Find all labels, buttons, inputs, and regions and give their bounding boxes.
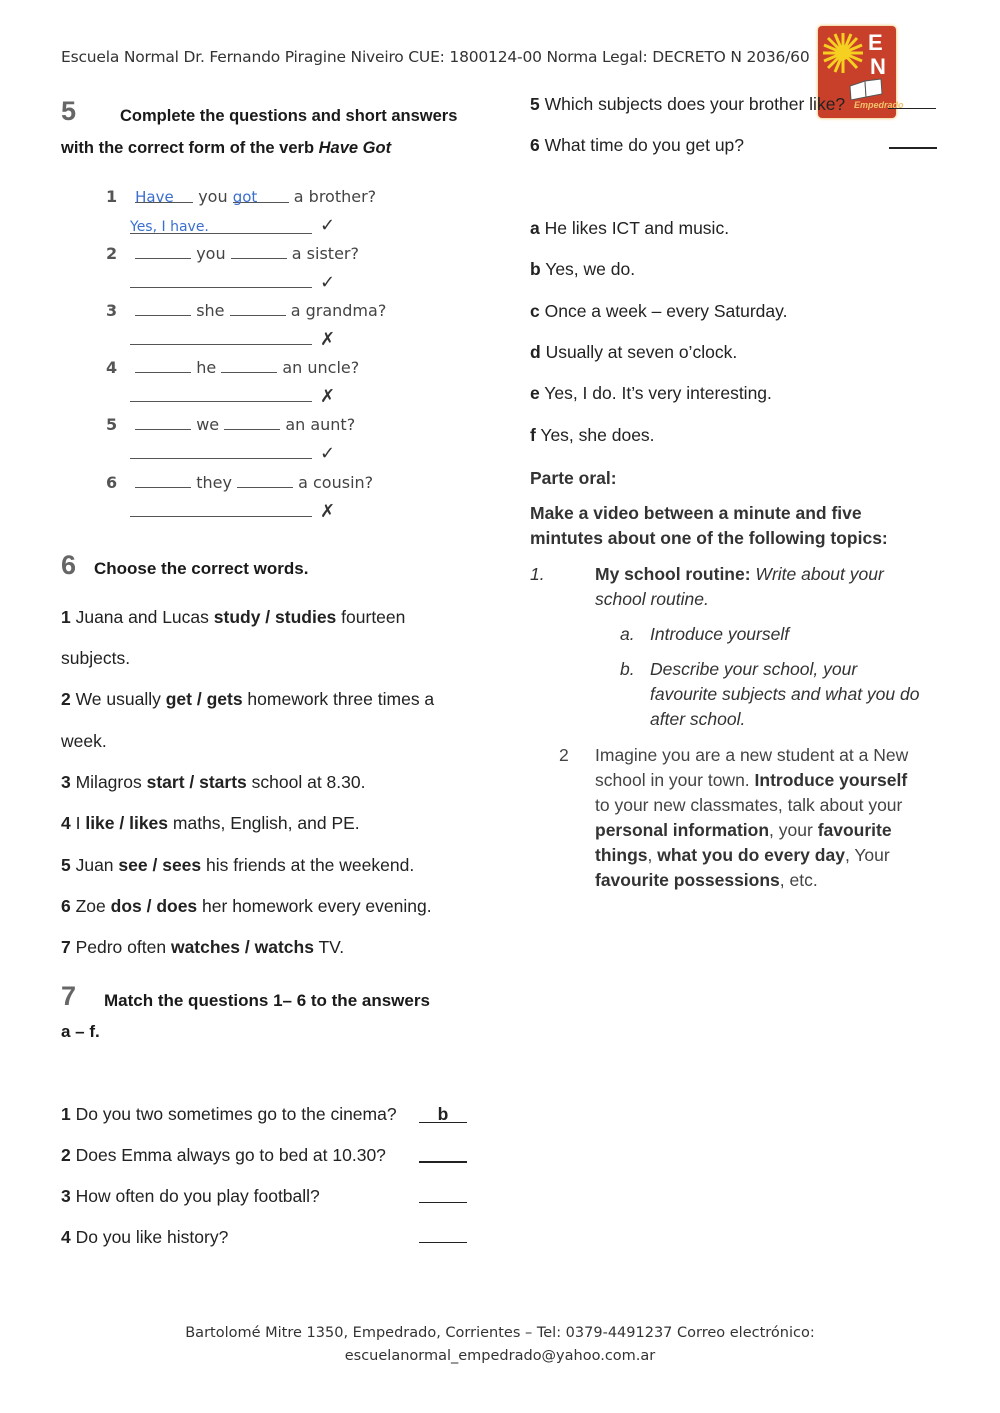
answer-letter: c bbox=[530, 301, 540, 321]
ex7-question-2 bbox=[61, 1145, 386, 1166]
object: a sister? bbox=[291, 244, 359, 263]
subject: we bbox=[196, 415, 220, 434]
object: an aunt? bbox=[285, 415, 356, 434]
blank-1[interactable] bbox=[135, 358, 191, 373]
topic-2-line1: Imagine you are a new student at a New bbox=[595, 745, 909, 765]
item-number: 3 bbox=[61, 1186, 71, 1206]
open-book-icon bbox=[848, 78, 884, 100]
answer-text: Yes, I do. It’s very interesting. bbox=[539, 383, 772, 403]
item-number: 4 bbox=[106, 358, 118, 377]
ex7-question-3 bbox=[61, 1186, 320, 1207]
topic-2-line4 bbox=[595, 820, 892, 841]
ex5-question-1 bbox=[106, 187, 376, 206]
question-text: Do you two sometimes go to the cinema? bbox=[70, 1104, 397, 1124]
item-text: We usually bbox=[70, 689, 166, 709]
item-text: I bbox=[70, 813, 86, 833]
blank-1[interactable] bbox=[135, 473, 191, 488]
object: a grandma? bbox=[290, 301, 387, 320]
ex5-answer-2 bbox=[130, 272, 335, 293]
item-number: 4 bbox=[61, 813, 71, 833]
item-number: 5 bbox=[61, 855, 71, 875]
item-text: Zoe bbox=[70, 896, 111, 916]
ex5-answer-4 bbox=[130, 386, 335, 407]
exercise-7-title-cont: a – f. bbox=[61, 1022, 100, 1041]
subject: they bbox=[196, 473, 232, 492]
check-icon: ✓ bbox=[320, 272, 336, 293]
subitem-a-letter: a. bbox=[620, 624, 635, 644]
cross-icon: ✗ bbox=[320, 329, 336, 350]
item-number: 3 bbox=[106, 301, 118, 320]
text: , bbox=[647, 845, 658, 865]
ex5-question-2 bbox=[106, 244, 359, 263]
answer-text: He likes ICT and music. bbox=[539, 218, 730, 238]
ex7-answer-f bbox=[530, 425, 655, 446]
ex5-answer-6 bbox=[130, 501, 335, 522]
subitem-a-text: Introduce yourself bbox=[650, 624, 790, 644]
exercise-5-subtitle bbox=[61, 139, 391, 158]
exercise-7-title: Match the questions 1– 6 to the answers bbox=[104, 991, 430, 1010]
footer-address: Bartolomé Mitre 1350, Empedrado, Corrientes – Tel: 0379-4491237 Correo electrónico: bbox=[185, 1325, 815, 1341]
ex5-question-3 bbox=[106, 301, 386, 320]
item-number: 1 bbox=[61, 1104, 71, 1124]
subject: you bbox=[196, 244, 226, 263]
answer-blank[interactable] bbox=[130, 444, 312, 459]
cross-icon: ✗ bbox=[320, 501, 336, 522]
item-number: 2 bbox=[61, 1145, 71, 1165]
subitem-b-line1: Describe your school, your bbox=[650, 659, 858, 679]
ex5-question-4 bbox=[106, 358, 359, 377]
answer-blank[interactable] bbox=[130, 502, 312, 517]
object: a cousin? bbox=[298, 473, 374, 492]
school-header: Escuela Normal Dr. Fernando Piragine Niveiro CUE: 1800124-00 Norma Legal: DECRETO N 2036/60 bbox=[61, 48, 810, 66]
ex7-question-6 bbox=[530, 135, 744, 156]
ex7-question-4 bbox=[61, 1227, 228, 1248]
object: a brother? bbox=[293, 187, 377, 206]
logo-tagline: Empedrado bbox=[854, 100, 904, 110]
ex6-item-5 bbox=[61, 855, 414, 876]
topic-2-number: 2 bbox=[559, 745, 569, 765]
ex5-answer-3 bbox=[130, 329, 335, 350]
blank-2[interactable] bbox=[230, 301, 286, 316]
answer-blank[interactable] bbox=[130, 330, 312, 345]
item-text: Juana and Lucas bbox=[70, 607, 214, 627]
subject: he bbox=[196, 358, 217, 377]
subject: she bbox=[196, 301, 225, 320]
item-text: Pedro often bbox=[70, 937, 171, 957]
question-text: Which subjects does your brother like? bbox=[539, 94, 846, 114]
topic-1-desc: Write about your bbox=[750, 564, 884, 584]
subtitle-italic: Have Got bbox=[318, 139, 392, 157]
item-number: 7 bbox=[61, 937, 71, 957]
item-text: homework three times a bbox=[242, 689, 435, 709]
subitem-b-letter: b. bbox=[620, 659, 635, 679]
answer-blank[interactable] bbox=[130, 273, 312, 288]
item-number: 4 bbox=[61, 1227, 71, 1247]
topic-1-desc-cont: school routine. bbox=[595, 589, 709, 609]
ex7-answer-d bbox=[530, 342, 737, 363]
exercise-5-title: Complete the questions and short answers bbox=[120, 107, 458, 125]
bold-text: favourite bbox=[817, 820, 892, 840]
footer-email[interactable]: escuelanormal_empedrado@yahoo.com.ar bbox=[344, 1348, 656, 1364]
choice-options[interactable]: study / studies bbox=[213, 607, 337, 627]
ex7-answer-b bbox=[530, 259, 635, 280]
item-number: 5 bbox=[530, 94, 540, 114]
ex6-item-1 bbox=[61, 607, 405, 628]
topic-1-heading bbox=[595, 564, 884, 585]
exercise-5-number: 5 bbox=[61, 96, 77, 126]
item-text: maths, English, and PE. bbox=[168, 813, 360, 833]
question-text: Does Emma always go to bed at 10.30? bbox=[70, 1145, 386, 1165]
answer-letter: b bbox=[530, 259, 541, 279]
topic-2-line2 bbox=[595, 770, 907, 791]
answer-blank[interactable]: Yes, I have. bbox=[130, 219, 312, 234]
exercise-6-number: 6 bbox=[61, 550, 77, 580]
ex7-question-5 bbox=[530, 94, 845, 115]
choice-options[interactable]: start / starts bbox=[146, 772, 247, 792]
ex7-answer-blank-1[interactable]: b bbox=[419, 1104, 467, 1123]
text: , etc. bbox=[779, 870, 818, 890]
ex7-answer-a bbox=[530, 218, 729, 239]
exercise-6-title: Choose the correct words. bbox=[94, 559, 309, 578]
bold-text: personal information bbox=[595, 820, 770, 840]
subitem-b-line3: after school. bbox=[650, 709, 746, 729]
item-text: her homework every evening. bbox=[197, 896, 432, 916]
item-number: 2 bbox=[106, 244, 118, 263]
bold-text: things bbox=[595, 845, 648, 865]
oral-instruction-line2: mintutes about one of the following topics: bbox=[530, 528, 888, 548]
blank-1[interactable]: Have bbox=[135, 188, 193, 203]
text: school in your town. bbox=[595, 770, 755, 790]
item-text: Milagros bbox=[70, 772, 147, 792]
topic-1-title: My school routine: bbox=[595, 564, 751, 584]
subject: you bbox=[198, 187, 228, 206]
ex7-answer-c bbox=[530, 301, 787, 322]
ex6-item-1-cont: subjects. bbox=[61, 648, 131, 668]
item-text: TV. bbox=[313, 937, 345, 957]
oral-section-title: Parte oral: bbox=[530, 468, 617, 488]
text: , your bbox=[769, 820, 818, 840]
question-text: Do you like history? bbox=[70, 1227, 229, 1247]
ex6-item-3 bbox=[61, 772, 365, 793]
ex7-answer-blank-3[interactable] bbox=[419, 1186, 467, 1203]
choice-options[interactable]: see / sees bbox=[118, 855, 202, 875]
ex7-answer-blank-2[interactable] bbox=[419, 1145, 467, 1163]
item-number: 3 bbox=[61, 772, 71, 792]
ex5-question-6 bbox=[106, 473, 373, 492]
item-number: 5 bbox=[106, 415, 118, 434]
topic-2-line5 bbox=[595, 845, 890, 866]
item-number: 2 bbox=[61, 689, 71, 709]
subtitle-text: with the correct form of the verb bbox=[61, 139, 319, 157]
bold-text: what you do every day bbox=[657, 845, 845, 865]
choice-options[interactable]: watches / watchs bbox=[170, 937, 314, 957]
answer-text: Usually at seven o’clock. bbox=[540, 342, 738, 362]
answer-text: Yes, she does. bbox=[535, 425, 655, 445]
subitem-b-line2: favourite subjects and what you do bbox=[650, 684, 920, 704]
ex6-item-2-cont: week. bbox=[61, 731, 107, 751]
topic-2-line6 bbox=[595, 870, 818, 891]
sun-icon bbox=[822, 32, 864, 74]
blank-2[interactable] bbox=[231, 244, 287, 259]
blank-2[interactable] bbox=[224, 415, 280, 430]
ex6-item-7 bbox=[61, 937, 344, 958]
ex7-answer-e bbox=[530, 383, 772, 404]
question-text: What time do you get up? bbox=[539, 135, 745, 155]
item-number: 6 bbox=[61, 896, 71, 916]
check-icon: ✓ bbox=[320, 215, 336, 236]
blank-2[interactable] bbox=[221, 358, 277, 373]
item-text: Juan bbox=[70, 855, 119, 875]
item-text: his friends at the weekend. bbox=[201, 855, 415, 875]
blank-2[interactable]: got bbox=[233, 188, 289, 203]
answer-letter: f bbox=[530, 425, 536, 445]
choice-options[interactable]: dos / does bbox=[110, 896, 198, 916]
blank-2[interactable] bbox=[237, 473, 293, 488]
ex7-answer-blank-4[interactable] bbox=[419, 1226, 467, 1243]
logo-letter-n: N bbox=[870, 54, 886, 79]
ex6-item-4 bbox=[61, 813, 360, 834]
topic-2-line3: to your new classmates, talk about your bbox=[595, 795, 903, 815]
item-number: 6 bbox=[106, 473, 118, 492]
item-number: 6 bbox=[530, 135, 540, 155]
ex6-item-6 bbox=[61, 896, 432, 917]
choice-options[interactable]: like / likes bbox=[85, 813, 169, 833]
cross-icon: ✗ bbox=[320, 386, 336, 407]
ex5-question-5 bbox=[106, 415, 355, 434]
text: , Your bbox=[844, 845, 890, 865]
logo-letter-e: E bbox=[868, 30, 883, 55]
ex7-answer-blank-5[interactable] bbox=[888, 92, 936, 109]
item-text: fourteen bbox=[336, 607, 406, 627]
item-number: 1 bbox=[61, 607, 71, 627]
item-number: 1 bbox=[106, 187, 118, 206]
bold-text: Introduce yourself bbox=[754, 770, 908, 790]
answer-letter: d bbox=[530, 342, 541, 362]
answer-blank[interactable] bbox=[130, 387, 312, 402]
ex5-answer-5 bbox=[130, 443, 335, 464]
ex7-answer-blank-6[interactable] bbox=[889, 131, 937, 149]
blank-1[interactable] bbox=[135, 301, 191, 316]
answer-text: Yes, we do. bbox=[540, 259, 636, 279]
object: an uncle? bbox=[282, 358, 360, 377]
ex5-answer-1 bbox=[130, 215, 335, 236]
answer-letter: e bbox=[530, 383, 540, 403]
blank-1[interactable] bbox=[135, 244, 191, 259]
check-icon: ✓ bbox=[320, 443, 336, 464]
ex7-question-1 bbox=[61, 1104, 397, 1125]
choice-options[interactable]: get / gets bbox=[165, 689, 243, 709]
blank-1[interactable] bbox=[135, 415, 191, 430]
answer-letter: a bbox=[530, 218, 540, 238]
bold-text: favourite possessions bbox=[595, 870, 780, 890]
question-text: How often do you play football? bbox=[70, 1186, 320, 1206]
topic-1-number: 1. bbox=[530, 564, 545, 584]
oral-instruction-line1: Make a video between a minute and five bbox=[530, 503, 862, 523]
item-text: school at 8.30. bbox=[246, 772, 366, 792]
exercise-7-number: 7 bbox=[61, 981, 77, 1011]
ex6-item-2 bbox=[61, 689, 434, 710]
answer-text: Once a week – every Saturday. bbox=[539, 301, 788, 321]
